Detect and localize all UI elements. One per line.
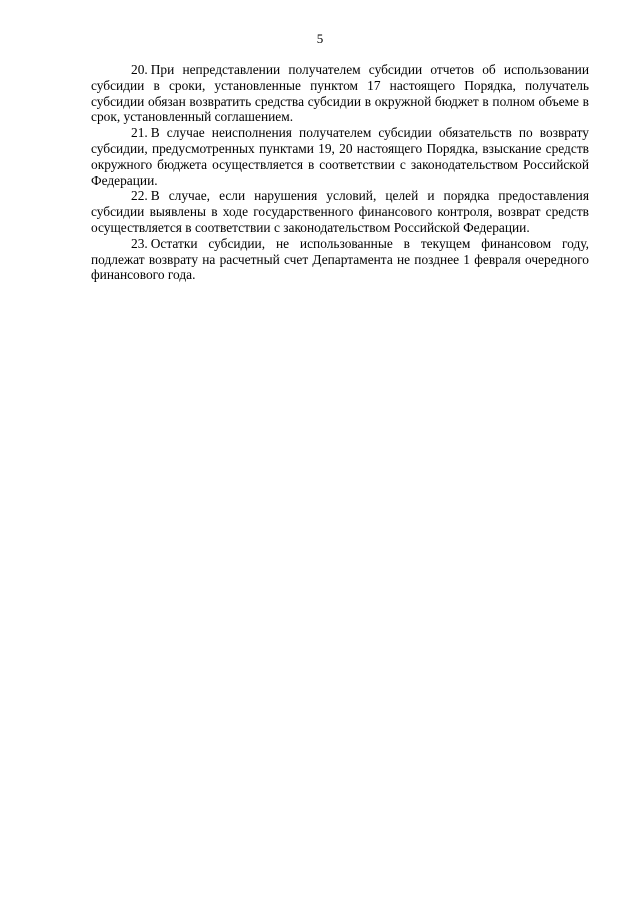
paragraph-text: В случае неисполнения получателем субсидии обязательств по возврату субсидии, предусмотренных пунктами 19, 20 настоящего Порядка, взыскание средств окружного бюджета осуществляется в соответствии с законодательством Российской Федерации. xyxy=(91,125,589,188)
paragraph-number: 20. xyxy=(131,62,148,77)
paragraph-number: 23. xyxy=(131,235,148,251)
page-number: 5 xyxy=(316,31,324,46)
paragraph-21 xyxy=(91,125,589,188)
paragraph-number: 22. xyxy=(131,188,148,204)
paragraph-23 xyxy=(91,236,589,283)
document-body xyxy=(91,62,589,283)
paragraph-text: При непредставлении получателем субсидии отчетов об использовании субсидии в сроки, установленные пунктом 17 настоящего Порядка, получатель субсидии обязан возвратить средства субсидии в окружной бюджет в полном объеме в срок, установленный соглашением. xyxy=(91,62,589,125)
paragraph-number: 21. xyxy=(131,125,148,141)
paragraph-20 xyxy=(91,62,589,125)
paragraph-text: В случае, если нарушения условий, целей и порядка предоставления субсидии выявлены в ходе государственного финансового контроля, возврат средств осуществляется в соответствии с законодательством Российской Федерации. xyxy=(91,188,589,235)
paragraph-22 xyxy=(91,188,589,235)
paragraph-text: Остатки субсидии, не использованные в текущем финансовом году, подлежат возврату на расчетный счет Департамента не позднее 1 февраля очередного финансового года. xyxy=(91,235,589,283)
